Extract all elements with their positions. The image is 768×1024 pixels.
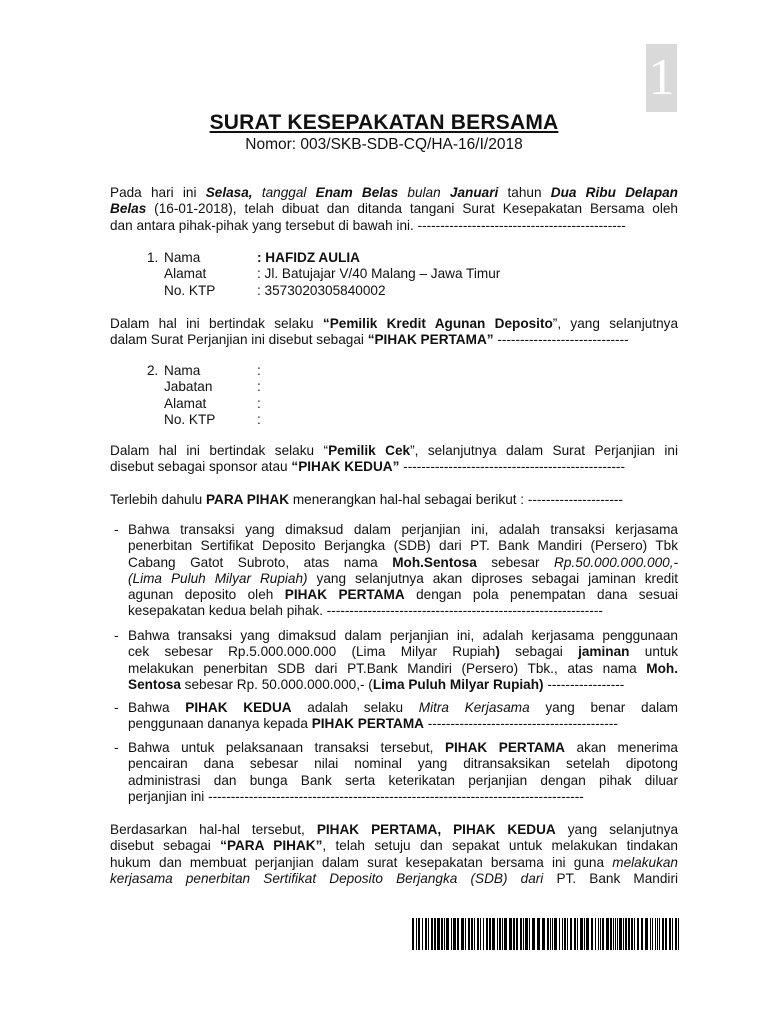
barcode-bar — [584, 918, 585, 950]
barcode-bar — [650, 918, 651, 950]
barcode-bar — [619, 918, 622, 950]
intro-line-2: Belas (16-01-2018), telah dibuat dan ditanda tangani Surat Kesepakatan Bersama oleh — [110, 201, 678, 217]
party-two-number: 2. — [147, 363, 159, 378]
barcode-bar — [499, 918, 501, 950]
party-two-position-label: Jabatan — [164, 379, 213, 395]
barcode-bar — [659, 918, 660, 950]
barcode-bar — [606, 918, 609, 950]
barcode-bar — [613, 918, 614, 950]
closing-line-1: Berdasarkan hal-hal tersebut, PIHAK PERTAMA, PIHAK KEDUA yang selanjutnya — [110, 822, 679, 837]
barcode-bar — [425, 918, 427, 950]
closing-line-2: disebut sebagai “PARA PIHAK”, telah setuju dan sepakat untuk melakukan tindakan — [110, 838, 678, 854]
party-one-name-value: : HAFIDZ AULIA — [257, 250, 360, 265]
bullet-1-line-6: kesepakatan kedua belah pihak. ------------------------------------------------------------- — [128, 603, 603, 619]
barcode-bar — [552, 918, 553, 950]
party-two-address-label: Alamat — [164, 395, 207, 411]
bullet-dash: - — [114, 740, 119, 755]
party-two-ktp-label: No. KTP — [164, 411, 216, 427]
bullet-2-line-3: melakukan penerbitan SDB dari PT.Bank Mandiri (Persero) Tbk., atas nama Moh. — [128, 660, 678, 676]
intro-paragraph — [110, 185, 678, 234]
barcode-bar — [418, 918, 420, 950]
barcode-bar — [489, 918, 491, 950]
bullet-item-1 — [114, 522, 678, 622]
page-number-box — [646, 44, 677, 112]
barcode-bar — [580, 918, 583, 950]
barcode-bar — [550, 918, 551, 950]
party-two-position-colon: : — [257, 379, 261, 395]
party-one — [147, 250, 500, 299]
bullet-4-line-1: Bahwa untuk pelaksanaan transaksi tersebut, PIHAK PERTAMA akan menerima — [128, 740, 678, 755]
bullet-dash: - — [114, 522, 119, 537]
bullet-dash: - — [114, 700, 119, 715]
barcode-bar — [416, 918, 417, 950]
barcode-bar — [602, 918, 604, 950]
barcode-bar — [652, 918, 653, 950]
barcode-bar — [672, 918, 673, 950]
barcode-bar — [468, 918, 470, 950]
closing-paragraph — [110, 822, 678, 887]
barcode-bar — [657, 918, 658, 950]
barcode-bar — [641, 918, 643, 950]
closing-line-4: kerjasama penerbitan Sertifikat Deposito Berjangka (SDB) dari PT. Bank Mandiri — [110, 870, 678, 886]
intro-line-1: Pada hari ini Selasa, tanggal Enam Belas bulan Januari tahun Dua Ribu Delapan — [110, 185, 678, 200]
preface-line: Terlebih dahulu PARA PIHAK menerangkan hal-hal sebagai berikut : --------------------- — [110, 492, 623, 507]
bullet-item-4 — [114, 740, 678, 808]
bullet-item-3 — [114, 700, 678, 734]
party-one-ktp-label: No. KTP — [164, 282, 216, 298]
bullet-3-line-2: penggunaan dananya kepada PIHAK PERTAMA ------------------------------------------ — [128, 716, 618, 732]
barcode-bar — [675, 918, 677, 950]
role-one-line-2: dalam Surat Perjanjian ini disebut sebagai “PIHAK PERTAMA” ----------------------------- — [110, 332, 629, 348]
barcode-bar — [412, 918, 414, 950]
party-one-address-label: Alamat — [164, 266, 207, 282]
preface-paragraph — [110, 492, 678, 508]
page-number: 1 — [648, 49, 675, 106]
bullet-item-2 — [114, 628, 678, 696]
barcode-bar — [532, 918, 535, 950]
barcode-bar — [477, 918, 479, 950]
barcode-bar — [591, 918, 593, 950]
role-two-line-2: disebut sebagai sponsor atau “PIHAK KEDUA” ------------------------------------------------- — [110, 459, 625, 475]
barcode-bar — [617, 918, 618, 950]
bullet-3-line-1: Bahwa PIHAK KEDUA adalah selaku Mitra Kerjasama yang benar dalam — [128, 700, 678, 715]
bullet-4-line-4: perjanjian ini ----------------------------------------------------------------------------------- — [128, 788, 584, 804]
closing-line-3: hukum dan membuat perjanjian dalam surat kesepakatan bersama ini guna melakukan — [110, 854, 678, 870]
barcode-bar — [465, 918, 466, 950]
barcode-bar — [537, 918, 540, 950]
party-two-name-colon: : — [257, 363, 261, 378]
bullet-4-line-2: pencairan dana sebesar nilai nominal yang ditransaksikan setelah dipotong — [128, 756, 678, 772]
barcode-bar — [480, 918, 481, 950]
barcode-bar — [669, 918, 671, 950]
party-two-role-paragraph — [110, 443, 678, 476]
barcode-bar — [610, 918, 612, 950]
barcode-bar — [513, 918, 515, 950]
barcode-bar — [453, 918, 456, 950]
barcode-bar — [562, 918, 563, 950]
party-one-role-paragraph — [110, 316, 678, 349]
bullet-1-line-2: penerbitan Sertifikat Deposito Berjangka (SDB) dari PT. Bank Mandiri (Persero) Tbk — [128, 538, 678, 554]
barcode-bar — [637, 918, 639, 950]
barcode-bar — [486, 918, 488, 950]
bullet-4-line-3: administrasi dan bunga Bank serta keterikatan perjanjian dengan pihak diluar — [128, 772, 678, 788]
barcode-bar — [615, 918, 616, 950]
barcode-bar — [547, 918, 549, 950]
barcode-bar — [471, 918, 473, 950]
barcode-bar — [554, 918, 557, 950]
bullet-1-line-3: Cabang Gatot Subroto, atas nama Moh.Sentosa sebesar Rp.50.000.000.000,- — [128, 554, 678, 570]
barcode-bar — [516, 918, 518, 950]
barcode-bar — [504, 918, 507, 950]
barcode — [412, 918, 679, 950]
bullet-2-line-4: Sentosa sebesar Rp. 50.000.000.000,- (Lima Puluh Milyar Rupiah) ----------------- — [128, 676, 625, 692]
document-number: Nomor: 003/SKB-SDB-CQ/HA-16/I/2018 — [245, 136, 523, 153]
party-two — [147, 363, 261, 428]
bullet-1-line-5: agunan deposito oleh PIHAK PERTAMA dengan pola penempatan dana sesuai — [128, 587, 678, 603]
party-one-number: 1. — [147, 250, 159, 265]
barcode-bar — [502, 918, 503, 950]
barcode-bar — [444, 918, 445, 950]
barcode-bar — [483, 918, 484, 950]
party-one-name-label: Nama — [164, 250, 201, 265]
barcode-bar — [623, 918, 624, 950]
barcode-bar — [564, 918, 566, 950]
barcode-bar — [574, 918, 576, 950]
barcode-bar — [598, 918, 599, 950]
barcode-bar — [529, 918, 530, 950]
bullet-1-line-4: (Lima Puluh Milyar Rupiah) yang selanjutnya akan diproses sebagai jaminan kredit — [128, 570, 678, 586]
bullet-dash: - — [114, 628, 119, 643]
barcode-bar — [678, 918, 679, 950]
barcode-bar — [634, 918, 635, 950]
bullet-2-line-1: Bahwa transaksi yang dimaksud dalam perjanjian ini, adalah kerjasama penggunaan — [128, 628, 678, 643]
party-one-address-value: : Jl. Batujajar V/40 Malang – Jawa Timur — [257, 266, 501, 282]
barcode-bar — [525, 918, 528, 950]
barcode-bar — [655, 918, 656, 950]
barcode-bar — [492, 918, 495, 950]
bullet-2-line-2: cek sebesar Rp.5.000.000.000 (Lima Milyar Rupiah) sebagai jaminan untuk — [128, 644, 679, 660]
party-two-name-label: Nama — [164, 363, 201, 378]
barcode-bar — [428, 918, 429, 950]
barcode-bar — [570, 918, 572, 950]
barcode-bar — [497, 918, 498, 950]
barcode-bar — [662, 918, 664, 950]
role-one-line-1: Dalam hal ini bertindak selaku “Pemilik Kredit Agunan Deposito”, yang selanjutnya — [110, 316, 679, 331]
barcode-bar — [645, 918, 648, 950]
bullet-1-line-1: Bahwa transaksi yang dimaksud dalam perjanjian ini, adalah transaksi kerjasama — [128, 522, 678, 537]
barcode-bar — [441, 918, 443, 950]
barcode-bar — [600, 918, 601, 950]
barcode-bar — [665, 918, 667, 950]
party-two-address-colon: : — [257, 395, 261, 411]
document-title: SURAT KESEPAKATAN BERSAMA — [209, 111, 559, 134]
party-two-ktp-colon: : — [257, 411, 261, 427]
barcode-bar — [431, 918, 433, 950]
barcode-bar — [434, 918, 436, 950]
barcode-bar — [446, 918, 449, 950]
barcode-bar — [631, 918, 633, 950]
barcode-bar — [595, 918, 596, 950]
barcode-bar — [461, 918, 464, 950]
barcode-bar — [586, 918, 589, 950]
barcode-bar — [451, 918, 452, 950]
barcode-bar — [577, 918, 578, 950]
barcode-bar — [567, 918, 568, 950]
barcode-bar — [437, 918, 440, 950]
barcode-bar — [628, 918, 630, 950]
barcode-bar — [422, 918, 423, 950]
barcode-bar — [625, 918, 627, 950]
barcode-bar — [520, 918, 522, 950]
barcode-bar — [542, 918, 545, 950]
party-one-ktp-value: : 3573020305840002 — [257, 282, 386, 298]
barcode-bar — [457, 918, 459, 950]
barcode-bar — [523, 918, 524, 950]
role-two-line-1: Dalam hal ini bertindak selaku “Pemilik Cek”, selanjutnya dalam Surat Perjanjian ini — [110, 443, 678, 458]
intro-line-3: dan antara pihak-pihak yang tersebut di bawah ini. ---------------------------------------------- — [110, 217, 626, 233]
barcode-bar — [559, 918, 560, 950]
barcode-bar — [509, 918, 512, 950]
barcode-bar — [474, 918, 475, 950]
